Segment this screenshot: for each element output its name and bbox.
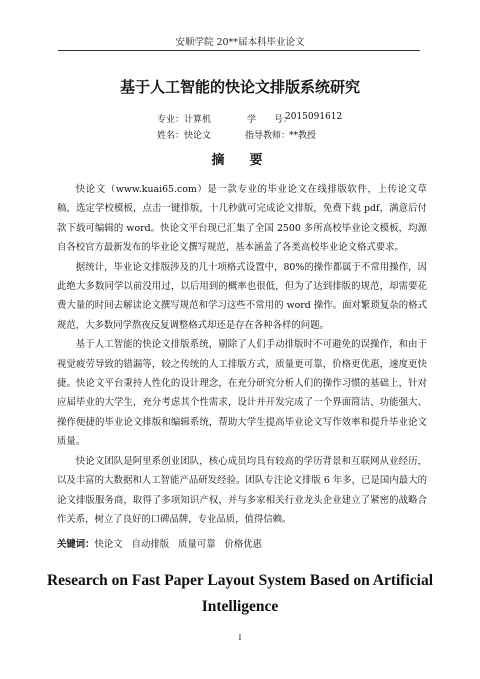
author-name: 姓名：快论文	[157, 131, 212, 141]
keywords-line	[57, 536, 262, 550]
advisor-label: 指导教师：	[245, 131, 291, 141]
keyword-item: 价格优惠	[224, 539, 263, 550]
abstract-paragraph-1: 快论文（www.kuai65.com）是一款专业的毕业论文在线排版软件，上传论文草稿，选定学校模板，点击一键排版，十几秒就可完成论文排版，免费下载 pdf，满意后付款下载可编辑的 word。快论文平台现已汇集了全国 2500 多所高校毕业论文模板，均源自各校官方最新发布的毕业论文撰写规范，基本涵盖了各类高校毕业论文格式要求。	[57, 184, 427, 254]
keyword-item: 质量可靠	[178, 539, 216, 550]
abstract-paragraph-2: 据统计，毕业论文排版涉及的几十项格式设置中，80%的操作都属于不常用操作，因此绝大多数同学以前没用过，以后用到的概率也很低，但为了达到排版的规范，却需要花费大量的时间去解读论文撰写规范和学习这些不常用的 word 操作。面对繁琐复杂的格式规范，大多数同学熬夜反复调整格式却还是存在各种各样的问题。	[57, 261, 427, 331]
page-number: I	[238, 633, 242, 642]
abstract-paragraph-3: 基于人工智能的快论文排版系统，剔除了人们手动排版时不可避免的误操作，和由于视觉疲劳导致的错漏等，较之传统的人工排版方式，质量更可靠，价格更优惠，速度更快捷。快论文平台秉持人性化的设计理念，在充分研究分析人们的操作习惯的基础上，针对应届毕业的大学生，充分考虑其个性需求，设计并开发完成了一个界面简洁、功能强大、操作便捷的毕业论文排版和编辑系统，帮助大学生提高毕业论文写作效率和提升毕业论文质量。	[57, 339, 427, 448]
advisor-value: **教授	[289, 131, 317, 141]
english-title: Research on Fast Paper Layout System Based on Artificial Intelligence	[46, 572, 434, 615]
student-id-value: 2015091612	[285, 112, 343, 122]
student-id-label: 学 号：	[247, 115, 293, 125]
abstract-paragraph-4: 快论文团队是阿里系创业团队，核心成员均具有较高的学历背景和互联网从业经历，以及丰富的大数据和人工智能产品研发经验。团队专注论文排版 6 年多，已是国内最大的论文排版服务商，取得了多项知识产权，并与多家相关行业龙头企业建立了紧密的战略合作关系，树立了良好的口碑品牌，专业品质，值得信赖。	[57, 455, 427, 525]
keyword-item: 自动排版	[131, 539, 170, 550]
running-header: 安顺学院 20**届本科毕业论文	[175, 37, 305, 48]
abstract-body	[57, 180, 427, 529]
major-field: 专业：计算机	[157, 115, 212, 125]
keywords-label: 关键词：	[57, 539, 95, 550]
header-rule	[58, 50, 420, 51]
thesis-title: 基于人工智能的快论文排版系统研究	[119, 78, 360, 96]
keyword-item: 快论文	[94, 539, 123, 550]
abstract-heading: 摘 要	[211, 153, 269, 168]
